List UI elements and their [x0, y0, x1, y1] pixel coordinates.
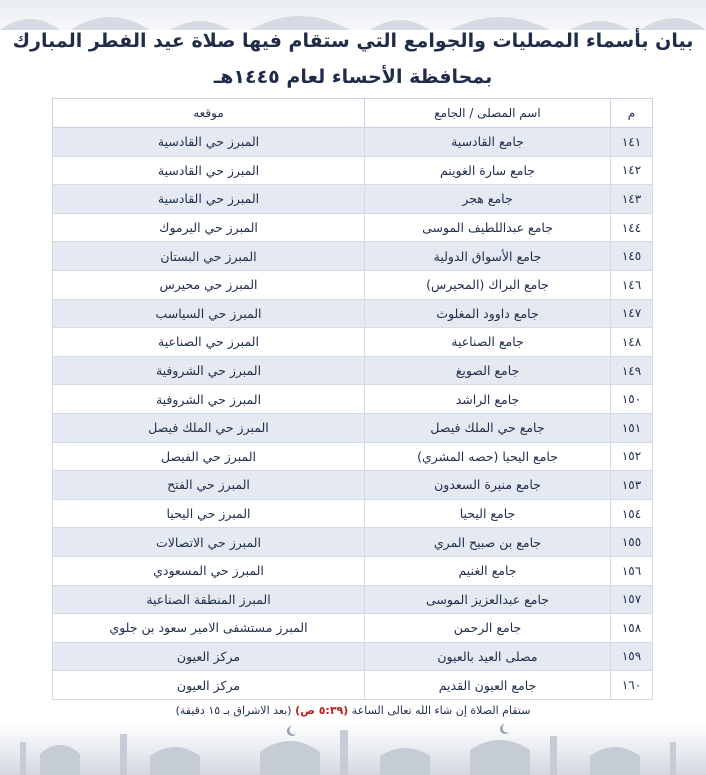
cell-name: جامع داوود المغلوث [365, 299, 611, 328]
cell-name: جامع هجر [365, 185, 611, 214]
cell-num: ١٤٥ [611, 242, 653, 271]
cell-location: مركز العيون [53, 642, 365, 671]
cell-num: ١٤٧ [611, 299, 653, 328]
cell-num: ١٥٩ [611, 642, 653, 671]
table-row [53, 242, 653, 271]
document-title: بيان بأسماء المصليات والجوامع التي ستقام فيها صلاة عيد الفطر المبارك [12, 30, 694, 52]
cell-location: المبرز حي القادسية [53, 128, 365, 157]
cell-num: ١٤٨ [611, 328, 653, 357]
table-row [53, 385, 653, 414]
cell-name: جامع القادسية [365, 128, 611, 157]
cell-location: المبرز حي البستان [53, 242, 365, 271]
table-row [53, 442, 653, 471]
table-row [53, 642, 653, 671]
cell-num: ١٤٤ [611, 213, 653, 242]
cell-name: جامع سارة الغوينم [365, 156, 611, 185]
footnote-text: ستقام الصلاة إن شاء الله تعالى الساعة [351, 704, 531, 717]
cell-location: المبرز حي السياسب [53, 299, 365, 328]
cell-location: المبرز حي المسعودي [53, 556, 365, 585]
cell-num: ١٥٣ [611, 471, 653, 500]
table-row [53, 671, 653, 700]
cell-name: جامع الصناعية [365, 328, 611, 357]
cell-name: جامع الراشد [365, 385, 611, 414]
footnote-after: (بعد الاشراق بـ ١٥ دقيقة) [175, 704, 292, 717]
cell-location: المبرز حي الاتصالات [53, 528, 365, 557]
cell-num: ١٤٩ [611, 356, 653, 385]
cell-num: ١٤٢ [611, 156, 653, 185]
mosque-table [52, 98, 653, 700]
cell-num: ١٥٥ [611, 528, 653, 557]
table-row [53, 499, 653, 528]
cell-num: ١٥٠ [611, 385, 653, 414]
cell-location: المبرز مستشفى الامير سعود بن جلوي [53, 614, 365, 643]
table-row [53, 270, 653, 299]
cell-location: المبرز حي الشروفية [53, 385, 365, 414]
cell-location: المبرز حي اليحيا [53, 499, 365, 528]
table-row [53, 356, 653, 385]
cell-name: جامع البراك (المحيرس) [365, 270, 611, 299]
cell-name: جامع الصويغ [365, 356, 611, 385]
prayer-time-note [0, 704, 706, 717]
cell-name: جامع الأسواق الدولية [365, 242, 611, 271]
table-row [53, 185, 653, 214]
header-location: موقعه [53, 99, 365, 128]
cell-name: جامع عبداللطيف الموسى [365, 213, 611, 242]
cell-location: مركز العيون [53, 671, 365, 700]
cell-name: جامع اليحيا [365, 499, 611, 528]
cell-name: جامع بن صبيح المري [365, 528, 611, 557]
cell-name: جامع حي الملك فيصل [365, 413, 611, 442]
cell-num: ١٤٦ [611, 270, 653, 299]
table-row [53, 614, 653, 643]
cell-num: ١٥٧ [611, 585, 653, 614]
table-row [53, 585, 653, 614]
cell-num: ١٥٦ [611, 556, 653, 585]
cell-name: جامع الغنيم [365, 556, 611, 585]
cell-num: ١٥٢ [611, 442, 653, 471]
cell-location: المبرز حي الفتح [53, 471, 365, 500]
cell-name: جامع عبدالعزيز الموسى [365, 585, 611, 614]
cell-location: المبرز حي الصناعية [53, 328, 365, 357]
cell-num: ١٦٠ [611, 671, 653, 700]
cell-location: المبرز حي اليرموك [53, 213, 365, 242]
cell-location: المبرز حي الملك فيصل [53, 413, 365, 442]
cell-location: المبرز حي الشروفية [53, 356, 365, 385]
header-num: م [611, 99, 653, 128]
cell-name: مصلى العيد بالعيون [365, 642, 611, 671]
cell-num: ١٤٣ [611, 185, 653, 214]
cell-name: جامع الرحمن [365, 614, 611, 643]
table-row [53, 213, 653, 242]
table-row [53, 328, 653, 357]
table-row [53, 156, 653, 185]
prayer-time: (٥:٣٩ ص) [295, 704, 349, 717]
table-header-row [53, 99, 653, 128]
cell-location: المبرز حي محيرس [53, 270, 365, 299]
table-row [53, 128, 653, 157]
table-row [53, 528, 653, 557]
cell-num: ١٥٨ [611, 614, 653, 643]
cell-name: جامع اليحيا (حصه المشري) [365, 442, 611, 471]
document-subtitle: بمحافظة الأحساء لعام ١٤٤٥هـ [213, 66, 493, 88]
table-row [53, 556, 653, 585]
cell-num: ١٤١ [611, 128, 653, 157]
table-row [53, 471, 653, 500]
cell-num: ١٥٤ [611, 499, 653, 528]
table-row [53, 299, 653, 328]
bottom-skyline-ornament [0, 722, 706, 775]
cell-location: المبرز حي القادسية [53, 156, 365, 185]
header-name: اسم المصلى / الجامع [365, 99, 611, 128]
cell-num: ١٥١ [611, 413, 653, 442]
cell-location: المبرز حي الفيصل [53, 442, 365, 471]
cell-location: المبرز حي القادسية [53, 185, 365, 214]
table-row [53, 413, 653, 442]
top-ornament [0, 0, 706, 30]
cell-location: المبرز المنطقة الصناعية [53, 585, 365, 614]
cell-name: جامع منيرة السعدون [365, 471, 611, 500]
cell-name: جامع العيون القديم [365, 671, 611, 700]
